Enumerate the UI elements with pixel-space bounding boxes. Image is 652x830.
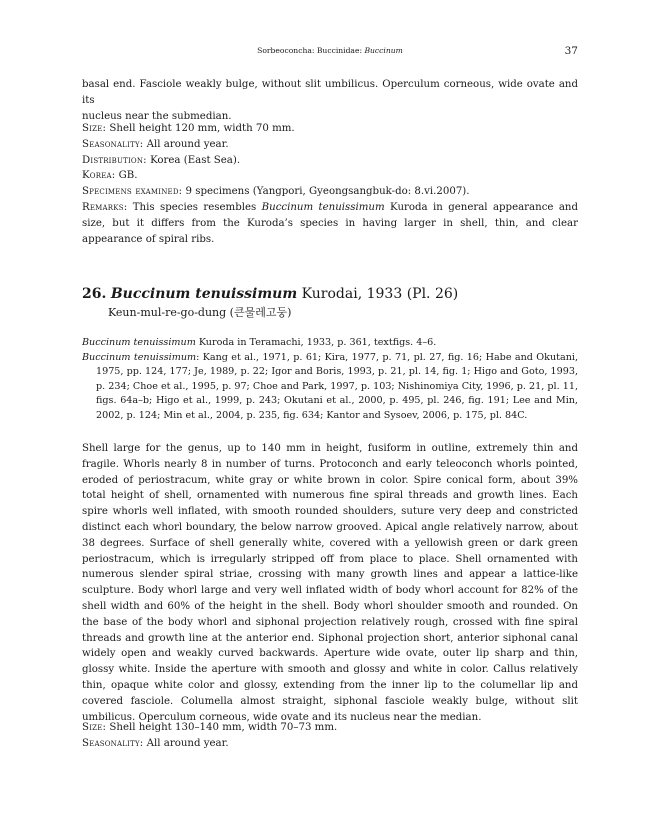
remarks-label: Remarks: [82,201,128,213]
description-text: Shell large for the genus, up to 140 mm in height, fusiform in outline, extremely thin and fragile. Whorls nearly 8 in number of turns. Protoconch and early teleoconch whorls pointed, eroded of periostracum, white gray or white brown in color. Spire conical form, about 39% total height of shell, ornamented with numerous fine spiral threads and growth lines. Each spire whorls well inflated, with smooth rounded shoulders, suture very deep and constricted distinct each whorl boundary, the below narrow grooved. Apical angle relatively narrow, about 38 degrees. Surface of shell generally white, covered with a yellowish green or dark green periostracum, which is irregularly stripped off from place to place. Shell ornamented with numerous slender spiral striae, crossing with many growth lines and appear a lattice-like sculpture. Body whorl large and very well inflated width of body whorl account for 82% of the shell width and 60% of the height in the shell. Body whorl shoulder smooth and rounded. On the base of the body whorl and siphonal projection relatively rough, crossed with fine spiral threads and growth line at the anterior end. Siphonal projection short, anterior siphonal canal widely open and weakly curved backwards. Aperture wide ovate, outer lip sharp and thin, glossy white. Inside the aperture with smooth and glossy and white in color. Callus relatively thin, opaque white color and glossy, extending from the inner lip to the columellar lip and covered fasciole. Columella almost straight, siphonal fasciole weakly bulge, without slit umbilicus. Operculum corneous, wide ovate and its nucleus near the median. [82,443,578,723]
synonymy-citation: Kuroda in Teramachi, 1933, p. 361, textfigs. 4–6. [195,337,437,348]
fact-value: All around year. [146,138,229,150]
running-title-prefix: Sorbeoconcha: Buccinidae: [257,46,365,55]
synonymy-name: Buccinum tenuissimum [82,351,197,363]
species-authority: Kurodai, 1933 (Pl. 26) [297,286,459,302]
remarks-species-name: Buccinum tenuissimum [261,201,385,213]
continuation-line-1: basal end. Fasciole weakly bulge, without slit umbilicus. Operculum corneous, wide ovate and its [82,79,578,106]
fact-seasonality [82,137,578,153]
description-paragraph [82,441,578,725]
remarks-text-1: This species resembles [132,201,262,213]
species-name: Buccinum tenuissimum [110,286,298,302]
fact-label: Seasonality: [82,737,144,749]
fact-value: Shell height 120 mm, width 70 mm. [109,123,295,134]
species-title [82,285,578,303]
fact-label: Seasonality: [82,138,144,150]
page-number: 37 [564,45,578,57]
continuation-line-2: nucleus near the submedian. [82,110,232,122]
remarks-text-2: Kuroda in general appearance and size, but it differs from the Kuroda’s species in having larger in shell, thin, and clear appearance of spiral ribs. [82,201,578,245]
fact-value: Korea (East Sea). [150,154,241,166]
running-header [82,44,578,58]
fact-value: 9 specimens (Yangpori, Gyeongsangbuk-do: 8.vi.2007). [185,186,470,198]
continuation-paragraph [82,77,578,124]
previous-species-facts [82,121,578,247]
synonymy-name: Buccinum tenuissimum [82,337,196,348]
species-number: 26. [82,286,107,302]
fact-label: Korea: [82,170,116,182]
synonymy-list [82,336,578,424]
running-title [82,44,578,58]
fact-label: Size: [82,722,107,733]
fact-value: All around year. [146,737,229,749]
synonymy-entry [82,351,578,424]
vernacular-name: Keun-mul-re-go-dung (큰물레고둥) [108,306,292,319]
species-heading [82,285,578,321]
remarks-paragraph [82,200,578,247]
fact-size [82,121,578,137]
fact-label: Distribution: [82,154,147,166]
species-facts [82,720,578,752]
fact-label: Specimens examined: [82,186,183,198]
fact-distribution [82,153,578,169]
fact-seasonality [82,736,578,752]
synonymy-entry [82,336,578,351]
fact-size [82,720,578,736]
fact-korea [82,168,578,184]
fact-value: Shell height 130–140 mm, width 70–73 mm. [109,722,338,733]
fact-specimens [82,184,578,200]
fact-value: GB. [118,170,138,182]
running-title-genus: Buccinum [364,46,403,55]
fact-label: Size: [82,123,107,134]
synonymy-citation: : Kang et al., 1971, p. 61; Kira, 1977, p. 71, pl. 27, fig. 16; Habe and Okutani, 1975, pp. 124, 177; Je, 1989, p. 22; Igor and Boris, 1993, p. 21, pl. 14, fig. 1; Higo and Goto, 1993, p. 234; Choe et al., 1995, p. 97; Choe and Park, 1997, p. 103; Nishinomiya City, 1996, p. 21, pl. 11, figs. 64a–b; Higo et al., 1999, p. 243; Okutani et al., 2000, p. 495, pl. 246, fig. 191; Lee and Min, 2002, p. 124; Min et al., 2004, p. 235, fig. 634; Kantor and Sysoev, 2006, p. 175, pl. 84C. [96,351,579,421]
